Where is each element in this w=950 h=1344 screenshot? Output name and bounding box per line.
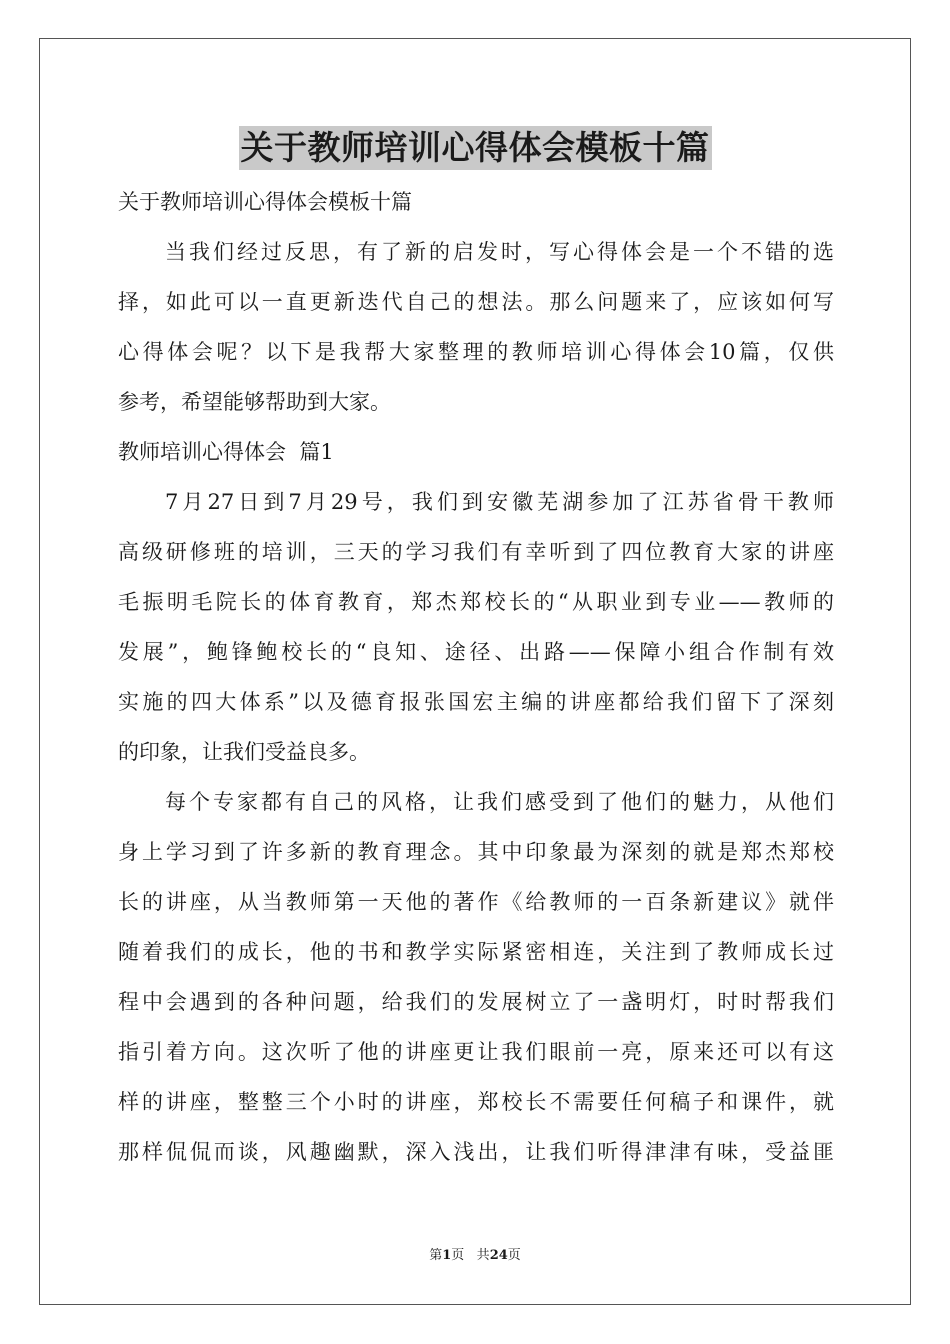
intro-paragraph: [118, 227, 834, 427]
text-line: 心得体会呢？以下是我帮大家整理的教师培训心得体会10篇，仅供: [118, 340, 834, 364]
title-wrap: [0, 126, 950, 170]
text-line: 长的讲座，从当教师第一天他的著作《给教师的一百条新建议》就伴: [118, 890, 834, 914]
total-prefix: 共: [476, 1248, 490, 1263]
text-line: 发展”，鲍锋鲍校长的“良知、途径、出路——保障小组合作制有效: [118, 640, 834, 664]
section-heading: 教师培训心得体会 篇1: [118, 440, 334, 464]
document-body: [118, 177, 834, 1177]
text-line: 的印象，让我们受益良多。: [118, 740, 370, 764]
text-line: 程中会遇到的各种问题，给我们的发展树立了一盏明灯，时时帮我们: [118, 990, 834, 1014]
text-line: 指引着方向。这次听了他的讲座更让我们眼前一亮，原来还可以有这: [118, 1040, 834, 1064]
paragraph-2: [118, 777, 834, 1177]
text-line: 那样侃侃而谈，风趣幽默，深入浅出，让我们听得津津有味，受益匪: [118, 1140, 834, 1164]
text-line: 每个专家都有自己的风格，让我们感受到了他们的魅力，从他们: [165, 790, 834, 814]
text-line: 参考，希望能够帮助到大家。: [118, 390, 391, 414]
total-suffix: 页: [507, 1248, 521, 1263]
text-line: 7月27日到7月29号，我们到安徽芜湖参加了江苏省骨干教师: [165, 490, 834, 514]
subtitle: 关于教师培训心得体会模板十篇: [118, 190, 412, 214]
text-line: 择，如此可以一直更新迭代自己的想法。那么问题来了，应该如何写: [118, 290, 834, 314]
text-line: 高级研修班的培训，三天的学习我们有幸听到了四位教育大家的讲座: [118, 540, 834, 564]
page-prefix: 第: [429, 1248, 443, 1263]
page-number: 1: [442, 1248, 452, 1263]
text-line: 当我们经过反思，有了新的启发时，写心得体会是一个不错的选: [165, 240, 834, 264]
total-pages: 24: [489, 1248, 508, 1263]
text-line: 样的讲座，整整三个小时的讲座，郑校长不需要任何稿子和课件，就: [118, 1090, 834, 1114]
text-line: 身上学习到了许多新的教育理念。其中印象最为深刻的就是郑杰郑校: [118, 840, 834, 864]
text-line: 毛振明毛院长的体育教育，郑杰郑校长的“从职业到专业——教师的: [118, 590, 834, 614]
page-footer: [0, 1246, 950, 1266]
page-suffix: 页: [451, 1248, 465, 1263]
paragraph-1: [118, 477, 834, 777]
text-line: 随着我们的成长，他的书和教学实际紧密相连，关注到了教师成长过: [118, 940, 834, 964]
document-title: 关于教师培训心得体会模板十篇: [239, 126, 712, 170]
text-line: 实施的四大体系”以及德育报张国宏主编的讲座都给我们留下了深刻: [118, 690, 834, 714]
